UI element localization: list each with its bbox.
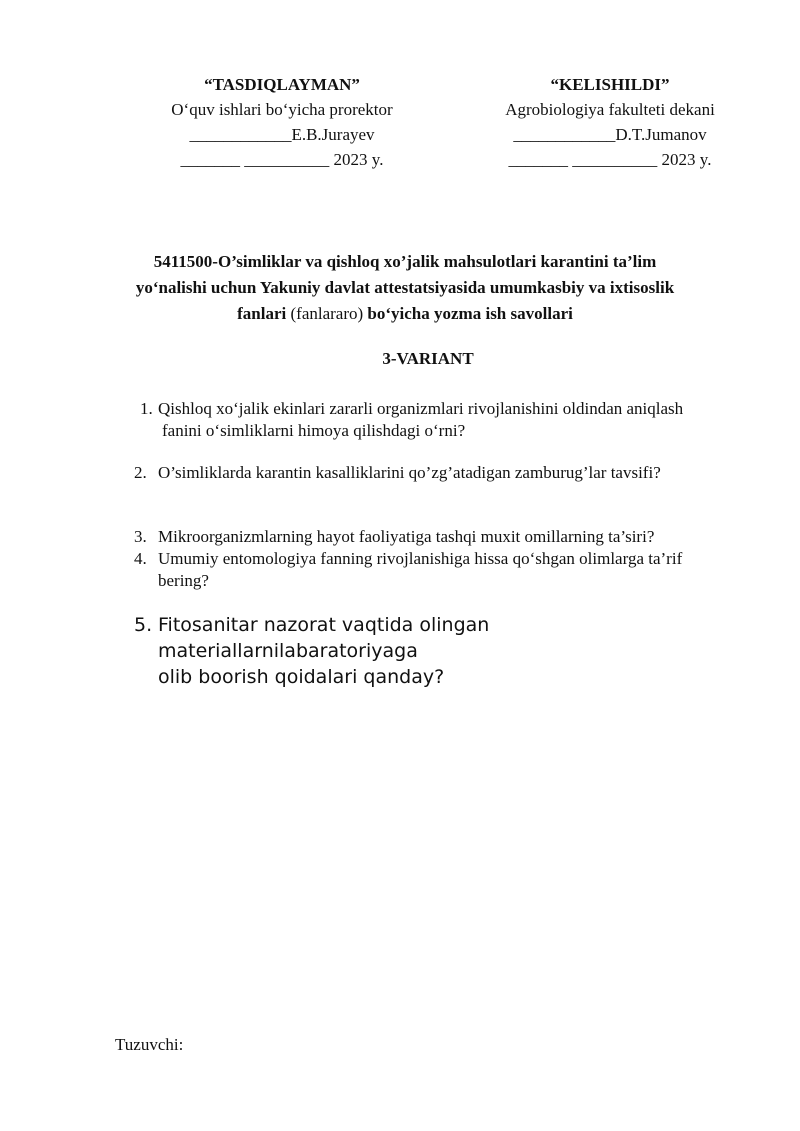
question-number: 3. bbox=[134, 527, 147, 546]
question-number: 5. bbox=[134, 614, 153, 636]
title-line-2: yo‘nalishi uchun Yakuniy davlat attestatsiyasida umumkasbiy va ixtisoslik bbox=[135, 278, 675, 297]
question-text: Mikroorganizmlarning hayot faoliyatiga tashqi muxit omillarning ta’siri? bbox=[158, 527, 655, 546]
document-title bbox=[110, 249, 700, 327]
question-5 bbox=[134, 612, 754, 690]
dean-signature-line: ____________D.T.Jumanov bbox=[513, 125, 707, 144]
approver-position: O‘quv ishlari bo‘yicha prorektor bbox=[171, 100, 393, 119]
question-number: 1. bbox=[140, 399, 153, 418]
title-subjects: fanlari bbox=[237, 304, 287, 323]
question-text-line-2: bering? bbox=[158, 571, 209, 590]
question-number: 2. bbox=[134, 463, 147, 482]
approval-date-line: _______ __________ 2023 y. bbox=[180, 150, 384, 169]
title-line-3 bbox=[110, 301, 700, 327]
question-number: 4. bbox=[134, 549, 147, 568]
question-4 bbox=[134, 548, 754, 592]
approval-block-left bbox=[132, 72, 432, 172]
question-text-line-1: Qishloq xo‘jalik ekinlari zararli organizmlari rivojlanishini oldindan aniqlash bbox=[158, 399, 684, 418]
author-label: Tuzuvchi: bbox=[115, 1035, 184, 1054]
title-interdisciplinary: (fanlararo) bbox=[290, 304, 364, 323]
question-2 bbox=[134, 462, 754, 484]
dean-position: Agrobiologiya fakulteti dekani bbox=[505, 100, 715, 119]
approval-block-right bbox=[460, 72, 760, 172]
agreement-date-line: _______ __________ 2023 y. bbox=[508, 150, 712, 169]
agreement-heading: “KELISHILDI” bbox=[550, 75, 670, 94]
question-3 bbox=[134, 526, 754, 548]
question-text-line-1: Umumiy entomologiya fanning rivojlanishiga hissa qo‘shgan olimlarga ta’rif bbox=[158, 549, 683, 568]
approver-signature-line: ____________E.B.Jurayev bbox=[189, 125, 375, 144]
question-text-line-2: olib boorish qoidalari qanday? bbox=[158, 666, 445, 688]
title-line-1: 5411500-O’simliklar va qishloq xo’jalik mahsulotlari karantini ta’lim bbox=[153, 252, 657, 271]
question-text-line-1: Fitosanitar nazorat vaqtida olingan materiallarnilabaratoriyaga bbox=[158, 614, 490, 662]
question-text-line-2: fanini o‘simliklarni himoya qilishdagi o‘rni? bbox=[162, 421, 466, 440]
variant-heading: 3-VARIANT bbox=[382, 349, 474, 368]
title-exam-questions: bo‘yicha yozma ish savollari bbox=[367, 304, 573, 323]
question-text: O’simliklarda karantin kasalliklarini qo’zg’atadigan zamburug’lar tavsifi? bbox=[158, 463, 661, 482]
question-1 bbox=[140, 398, 750, 442]
approval-heading: “TASDIQLAYMAN” bbox=[204, 75, 360, 94]
